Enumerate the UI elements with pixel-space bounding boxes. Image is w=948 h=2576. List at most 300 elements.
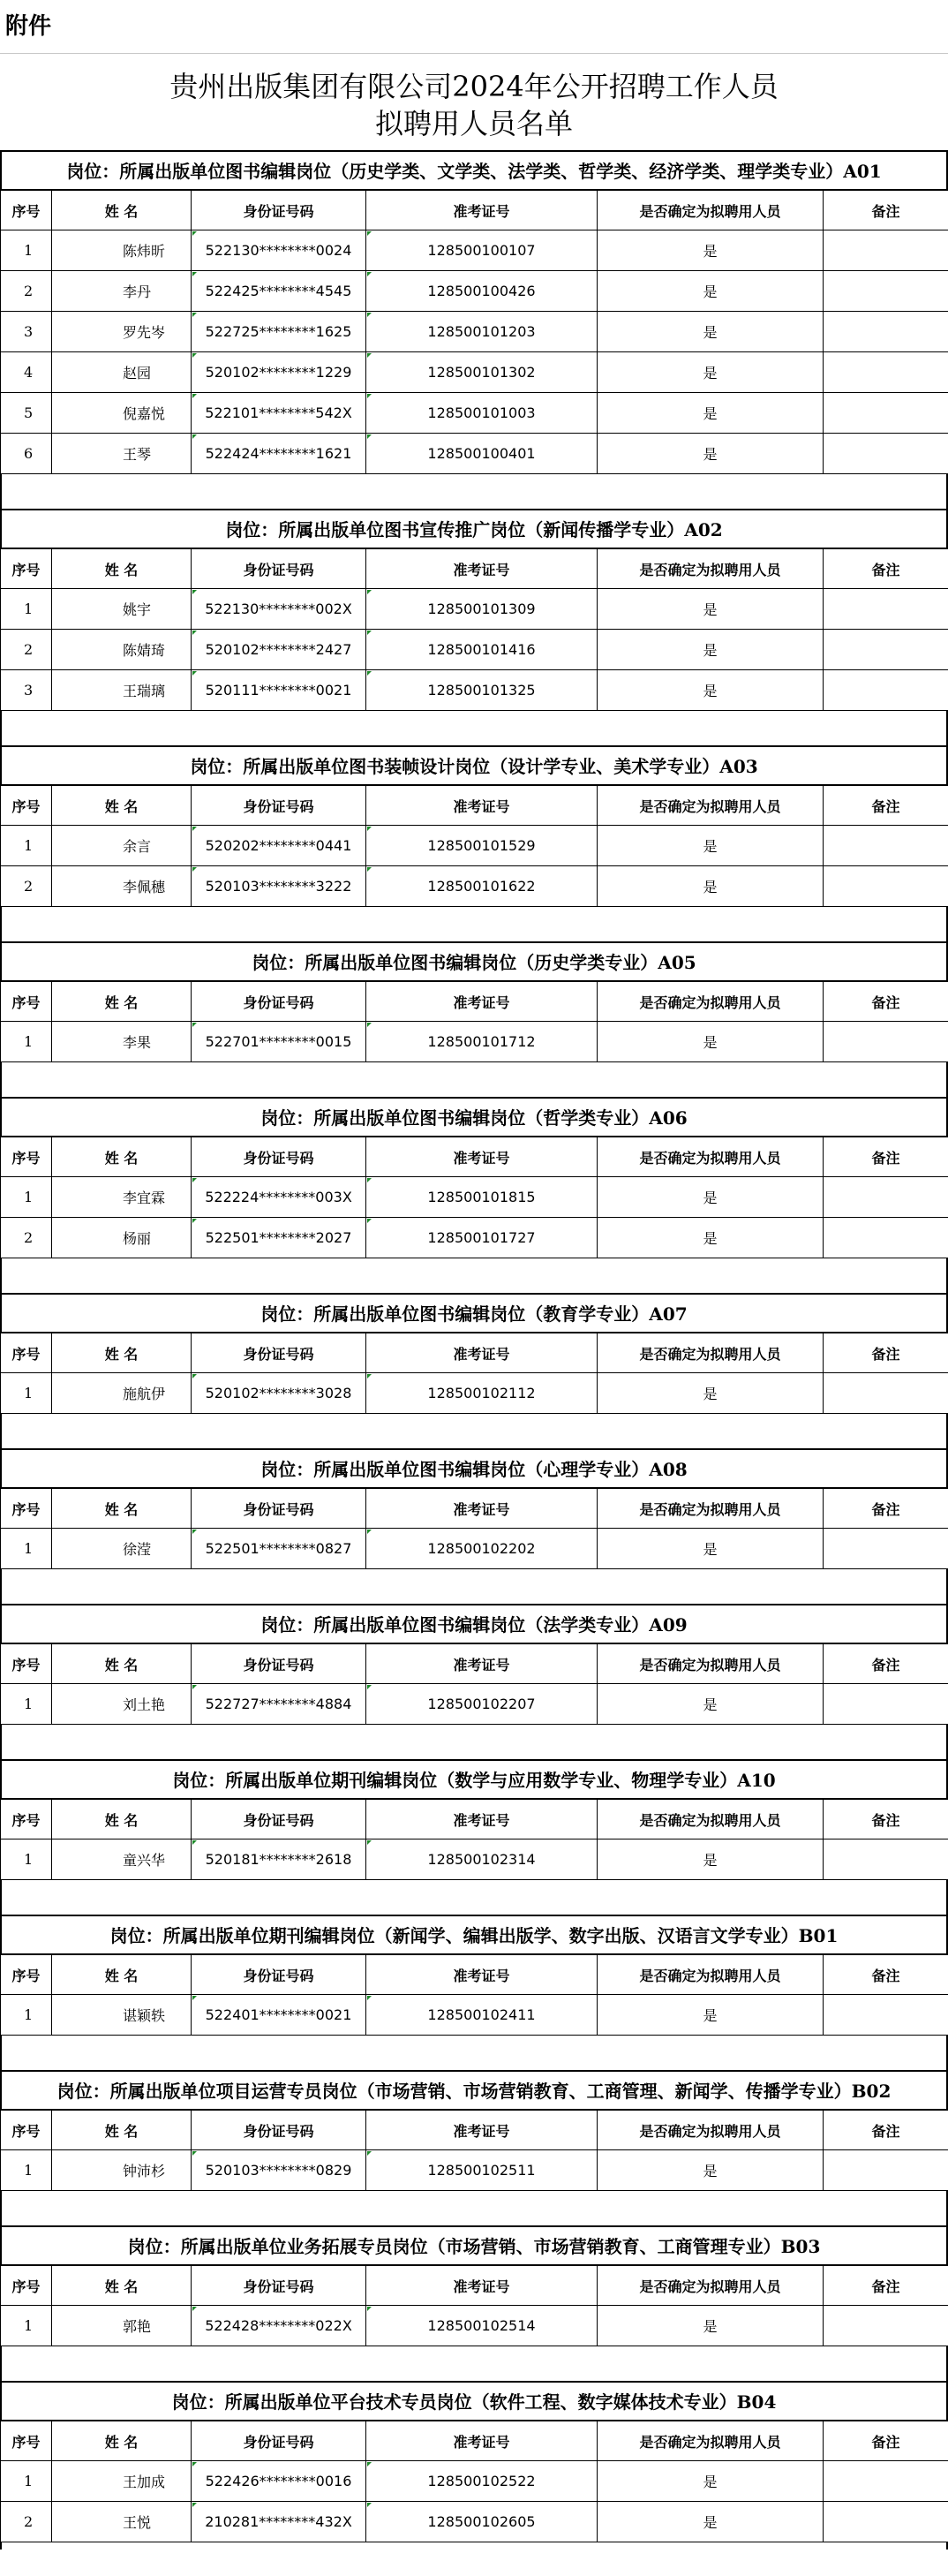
col-header-confirmed: 是否确定为拟聘用人员 <box>598 982 824 1022</box>
confirmed-cell: 是 <box>598 434 824 474</box>
confirmed-cell: 是 <box>598 1684 824 1725</box>
col-header-confirmed: 是否确定为拟聘用人员 <box>598 1955 824 1995</box>
candidate-table <box>0 1488 948 1569</box>
table-row <box>1 1218 948 1258</box>
col-header-seq: 序号 <box>1 1333 52 1373</box>
candidate-table <box>0 1137 948 1258</box>
col-header-confirmed: 是否确定为拟聘用人员 <box>598 2266 824 2306</box>
seq-cell: 2 <box>1 271 52 312</box>
remark-cell <box>824 2150 948 2191</box>
exam-number-cell: 128500102207 <box>366 1684 598 1725</box>
remark-cell <box>824 393 948 434</box>
exam-number-cell: 128500101325 <box>366 670 598 711</box>
confirmed-cell: 是 <box>598 2502 824 2542</box>
col-header-seq: 序号 <box>1 1644 52 1684</box>
exam-number-cell: 128500101416 <box>366 630 598 670</box>
header-row <box>1 2421 948 2461</box>
position-section <box>0 2070 948 2225</box>
confirmed-cell: 是 <box>598 2461 824 2502</box>
remark-cell <box>824 2306 948 2346</box>
exam-number-cell: 128500101712 <box>366 1022 598 1062</box>
header-row <box>1 1489 948 1529</box>
id-number-cell: 520181********2618 <box>192 1839 366 1880</box>
id-number-cell: 522425********4545 <box>192 271 366 312</box>
name-cell: 姚宇 <box>52 589 192 630</box>
col-header-confirmed: 是否确定为拟聘用人员 <box>598 191 824 230</box>
seq-cell: 1 <box>1 1022 52 1062</box>
col-header-exam: 准考证号 <box>366 1644 598 1684</box>
seq-cell: 1 <box>1 2461 52 2502</box>
exam-number-cell: 128500102112 <box>366 1373 598 1414</box>
remark-cell <box>824 2502 948 2542</box>
table-row <box>1 2306 948 2346</box>
exam-number-cell: 128500100426 <box>366 271 598 312</box>
remark-cell <box>824 826 948 866</box>
id-number-cell: 522426********0016 <box>192 2461 366 2502</box>
col-header-remark: 备注 <box>824 2266 948 2306</box>
hiring-list <box>0 150 948 2550</box>
col-header-id: 身份证号码 <box>192 1955 366 1995</box>
exam-number-cell: 128500102605 <box>366 2502 598 2542</box>
col-header-confirmed: 是否确定为拟聘用人员 <box>598 1644 824 1684</box>
id-number-cell: 522101********542X <box>192 393 366 434</box>
seq-cell: 2 <box>1 2502 52 2542</box>
table-row <box>1 352 948 393</box>
col-header-id: 身份证号码 <box>192 191 366 230</box>
col-header-exam: 准考证号 <box>366 549 598 589</box>
col-header-id: 身份证号码 <box>192 549 366 589</box>
id-number-cell: 520103********0829 <box>192 2150 366 2191</box>
section-gap <box>0 474 948 509</box>
col-header-seq: 序号 <box>1 1489 52 1529</box>
header-row <box>1 1800 948 1839</box>
exam-number-cell: 128500100107 <box>366 230 598 271</box>
col-header-seq: 序号 <box>1 2111 52 2150</box>
table-row <box>1 271 948 312</box>
table-row <box>1 630 948 670</box>
exam-number-cell: 128500101727 <box>366 1218 598 1258</box>
position-section <box>0 2225 948 2381</box>
name-cell: 谌颖轶 <box>52 1995 192 2036</box>
seq-cell: 6 <box>1 434 52 474</box>
name-cell: 王加成 <box>52 2461 192 2502</box>
id-number-cell: 522130********0024 <box>192 230 366 271</box>
col-header-id: 身份证号码 <box>192 982 366 1022</box>
header-row <box>1 1644 948 1684</box>
confirmed-cell: 是 <box>598 2150 824 2191</box>
seq-cell: 2 <box>1 630 52 670</box>
table-row <box>1 589 948 630</box>
position-section <box>0 1293 948 1448</box>
id-number-cell: 522224********003X <box>192 1177 366 1218</box>
seq-cell: 1 <box>1 1373 52 1414</box>
exam-number-cell: 128500101622 <box>366 866 598 907</box>
name-cell: 余言 <box>52 826 192 866</box>
position-title: 岗位：所属出版单位图书编辑岗位（历史学类、文学类、法学类、哲学类、经济学类、理学类专业）A01 <box>0 150 948 190</box>
confirmed-cell: 是 <box>598 2306 824 2346</box>
exam-number-cell: 128500101529 <box>366 826 598 866</box>
col-header-name: 姓 名 <box>52 1137 192 1177</box>
col-header-name: 姓 名 <box>52 1333 192 1373</box>
section-gap <box>0 2542 948 2550</box>
section-gap <box>0 2036 948 2070</box>
position-section <box>0 509 948 745</box>
col-header-exam: 准考证号 <box>366 1137 598 1177</box>
col-header-seq: 序号 <box>1 1955 52 1995</box>
seq-cell: 5 <box>1 393 52 434</box>
col-header-exam: 准考证号 <box>366 2266 598 2306</box>
confirmed-cell: 是 <box>598 589 824 630</box>
name-cell: 陈炜昕 <box>52 230 192 271</box>
col-header-remark: 备注 <box>824 1489 948 1529</box>
remark-cell <box>824 434 948 474</box>
col-header-exam: 准考证号 <box>366 1489 598 1529</box>
col-header-id: 身份证号码 <box>192 1644 366 1684</box>
confirmed-cell: 是 <box>598 1022 824 1062</box>
confirmed-cell: 是 <box>598 1995 824 2036</box>
table-row <box>1 866 948 907</box>
confirmed-cell: 是 <box>598 1373 824 1414</box>
document-title <box>0 53 948 151</box>
exam-number-cell: 128500102514 <box>366 2306 598 2346</box>
col-header-exam: 准考证号 <box>366 2421 598 2461</box>
id-number-cell: 520111********0021 <box>192 670 366 711</box>
header-row <box>1 1333 948 1373</box>
candidate-table <box>0 2421 948 2542</box>
col-header-name: 姓 名 <box>52 2421 192 2461</box>
col-header-id: 身份证号码 <box>192 1800 366 1839</box>
id-number-cell: 520103********3222 <box>192 866 366 907</box>
table-row <box>1 230 948 271</box>
exam-number-cell: 128500101815 <box>366 1177 598 1218</box>
section-gap <box>0 2346 948 2381</box>
col-header-remark: 备注 <box>824 1955 948 1995</box>
seq-cell: 1 <box>1 2150 52 2191</box>
name-cell: 李果 <box>52 1022 192 1062</box>
col-header-id: 身份证号码 <box>192 2111 366 2150</box>
candidate-table <box>0 1333 948 1414</box>
seq-cell: 1 <box>1 826 52 866</box>
confirmed-cell: 是 <box>598 312 824 352</box>
position-section <box>0 1448 948 1604</box>
header-row <box>1 1137 948 1177</box>
section-gap <box>0 1569 948 1604</box>
col-header-remark: 备注 <box>824 1644 948 1684</box>
name-cell: 王琴 <box>52 434 192 474</box>
table-row <box>1 2150 948 2191</box>
table-row <box>1 312 948 352</box>
seq-cell: 3 <box>1 670 52 711</box>
table-row <box>1 1995 948 2036</box>
position-section <box>0 1915 948 2070</box>
position-title: 岗位：所属出版单位图书编辑岗位（历史学类专业）A05 <box>0 941 948 981</box>
col-header-name: 姓 名 <box>52 786 192 826</box>
seq-cell: 1 <box>1 1529 52 1569</box>
name-cell: 罗先岑 <box>52 312 192 352</box>
seq-cell: 1 <box>1 589 52 630</box>
col-header-remark: 备注 <box>824 786 948 826</box>
exam-number-cell: 128500102202 <box>366 1529 598 1569</box>
col-header-seq: 序号 <box>1 982 52 1022</box>
confirmed-cell: 是 <box>598 1177 824 1218</box>
header-row <box>1 549 948 589</box>
exam-number-cell: 128500101302 <box>366 352 598 393</box>
position-title: 岗位：所属出版单位平台技术专员岗位（软件工程、数字媒体技术专业）B04 <box>0 2381 948 2421</box>
header-row <box>1 2266 948 2306</box>
position-title: 岗位：所属出版单位图书编辑岗位（心理学专业）A08 <box>0 1448 948 1488</box>
section-gap <box>0 1725 948 1759</box>
section-gap <box>0 2191 948 2225</box>
exam-number-cell: 128500102522 <box>366 2461 598 2502</box>
remark-cell <box>824 1022 948 1062</box>
header-row <box>1 2111 948 2150</box>
exam-number-cell: 128500101003 <box>366 393 598 434</box>
candidate-table <box>0 1643 948 1725</box>
confirmed-cell: 是 <box>598 230 824 271</box>
col-header-remark: 备注 <box>824 1333 948 1373</box>
name-cell: 童兴华 <box>52 1839 192 1880</box>
col-header-seq: 序号 <box>1 549 52 589</box>
position-title: 岗位：所属出版单位期刊编辑岗位（新闻学、编辑出版学、数字出版、汉语言文学专业）B01 <box>0 1915 948 1954</box>
col-header-id: 身份证号码 <box>192 1489 366 1529</box>
position-title: 岗位：所属出版单位图书编辑岗位（法学类专业）A09 <box>0 1604 948 1643</box>
col-header-exam: 准考证号 <box>366 191 598 230</box>
col-header-exam: 准考证号 <box>366 1333 598 1373</box>
position-section <box>0 941 948 1097</box>
seq-cell: 1 <box>1 1684 52 1725</box>
section-gap <box>0 1880 948 1915</box>
col-header-remark: 备注 <box>824 2421 948 2461</box>
col-header-seq: 序号 <box>1 786 52 826</box>
name-cell: 李佩穗 <box>52 866 192 907</box>
header-row <box>1 982 948 1022</box>
col-header-remark: 备注 <box>824 549 948 589</box>
col-header-exam: 准考证号 <box>366 982 598 1022</box>
name-cell: 陈婧琦 <box>52 630 192 670</box>
col-header-id: 身份证号码 <box>192 1333 366 1373</box>
exam-number-cell: 128500102411 <box>366 1995 598 2036</box>
id-number-cell: 210281********432X <box>192 2502 366 2542</box>
remark-cell <box>824 1684 948 1725</box>
exam-number-cell: 128500102314 <box>366 1839 598 1880</box>
confirmed-cell: 是 <box>598 826 824 866</box>
name-cell: 倪嘉悦 <box>52 393 192 434</box>
confirmed-cell: 是 <box>598 630 824 670</box>
id-number-cell: 522401********0021 <box>192 1995 366 2036</box>
candidate-table <box>0 2265 948 2346</box>
position-title: 岗位：所属出版单位图书宣传推广岗位（新闻传播学专业）A02 <box>0 509 948 548</box>
col-header-confirmed: 是否确定为拟聘用人员 <box>598 2111 824 2150</box>
exam-number-cell: 128500101203 <box>366 312 598 352</box>
name-cell: 郭艳 <box>52 2306 192 2346</box>
table-row <box>1 670 948 711</box>
col-header-name: 姓 名 <box>52 2266 192 2306</box>
confirmed-cell: 是 <box>598 1529 824 1569</box>
table-row <box>1 1684 948 1725</box>
col-header-name: 姓 名 <box>52 191 192 230</box>
id-number-cell: 522501********0827 <box>192 1529 366 1569</box>
header-row <box>1 191 948 230</box>
candidate-table <box>0 548 948 711</box>
col-header-id: 身份证号码 <box>192 1137 366 1177</box>
col-header-confirmed: 是否确定为拟聘用人员 <box>598 786 824 826</box>
candidate-table <box>0 785 948 907</box>
id-number-cell: 522424********1621 <box>192 434 366 474</box>
position-title: 岗位：所属出版单位期刊编辑岗位（数学与应用数学专业、物理学专业）A10 <box>0 1759 948 1799</box>
confirmed-cell: 是 <box>598 393 824 434</box>
remark-cell <box>824 1529 948 1569</box>
id-number-cell: 522701********0015 <box>192 1022 366 1062</box>
confirmed-cell: 是 <box>598 271 824 312</box>
table-row <box>1 2502 948 2542</box>
position-section <box>0 2381 948 2550</box>
col-header-name: 姓 名 <box>52 2111 192 2150</box>
col-header-seq: 序号 <box>1 1137 52 1177</box>
col-header-remark: 备注 <box>824 982 948 1022</box>
name-cell: 李宜霖 <box>52 1177 192 1218</box>
col-header-remark: 备注 <box>824 2111 948 2150</box>
position-title: 岗位：所属出版单位项目运营专员岗位（市场营销、市场营销教育、工商管理、新闻学、传播学专业）B02 <box>0 2070 948 2110</box>
name-cell: 赵园 <box>52 352 192 393</box>
seq-cell: 3 <box>1 312 52 352</box>
confirmed-cell: 是 <box>598 670 824 711</box>
id-number-cell: 520102********2427 <box>192 630 366 670</box>
title-line-1: 贵州出版集团有限公司2024年公开招聘工作人员 <box>169 70 779 103</box>
name-cell: 李丹 <box>52 271 192 312</box>
position-title: 岗位：所属出版单位图书编辑岗位（教育学专业）A07 <box>0 1293 948 1333</box>
col-header-name: 姓 名 <box>52 1489 192 1529</box>
candidate-table <box>0 981 948 1062</box>
remark-cell <box>824 1839 948 1880</box>
name-cell: 王悦 <box>52 2502 192 2542</box>
id-number-cell: 522130********002X <box>192 589 366 630</box>
name-cell: 王瑞璃 <box>52 670 192 711</box>
candidate-table <box>0 190 948 474</box>
table-row <box>1 1177 948 1218</box>
candidate-table <box>0 2110 948 2191</box>
col-header-seq: 序号 <box>1 2266 52 2306</box>
attachment-label: 附件 <box>5 13 52 40</box>
candidate-table <box>0 1799 948 1880</box>
col-header-name: 姓 名 <box>52 982 192 1022</box>
seq-cell: 1 <box>1 230 52 271</box>
section-gap <box>0 907 948 941</box>
table-row <box>1 1839 948 1880</box>
remark-cell <box>824 1218 948 1258</box>
col-header-name: 姓 名 <box>52 549 192 589</box>
remark-cell <box>824 670 948 711</box>
remark-cell <box>824 312 948 352</box>
col-header-id: 身份证号码 <box>192 2266 366 2306</box>
position-section <box>0 1759 948 1915</box>
col-header-confirmed: 是否确定为拟聘用人员 <box>598 1137 824 1177</box>
col-header-remark: 备注 <box>824 1800 948 1839</box>
col-header-exam: 准考证号 <box>366 2111 598 2150</box>
name-cell: 钟沛杉 <box>52 2150 192 2191</box>
id-number-cell: 522428********022X <box>192 2306 366 2346</box>
col-header-seq: 序号 <box>1 1800 52 1839</box>
col-header-exam: 准考证号 <box>366 1800 598 1839</box>
candidate-table <box>0 1954 948 2036</box>
seq-cell: 1 <box>1 2306 52 2346</box>
header-row <box>1 786 948 826</box>
remark-cell <box>824 630 948 670</box>
position-title: 岗位：所属出版单位图书装帧设计岗位（设计学专业、美术学专业）A03 <box>0 745 948 785</box>
table-row <box>1 826 948 866</box>
col-header-confirmed: 是否确定为拟聘用人员 <box>598 2421 824 2461</box>
confirmed-cell: 是 <box>598 866 824 907</box>
table-row <box>1 1529 948 1569</box>
seq-cell: 1 <box>1 1177 52 1218</box>
remark-cell <box>824 866 948 907</box>
section-gap <box>0 1062 948 1097</box>
col-header-seq: 序号 <box>1 191 52 230</box>
col-header-confirmed: 是否确定为拟聘用人员 <box>598 1333 824 1373</box>
name-cell: 施航伊 <box>52 1373 192 1414</box>
col-header-seq: 序号 <box>1 2421 52 2461</box>
exam-number-cell: 128500102511 <box>366 2150 598 2191</box>
remark-cell <box>824 1373 948 1414</box>
header-row <box>1 1955 948 1995</box>
position-section <box>0 745 948 941</box>
col-header-remark: 备注 <box>824 191 948 230</box>
id-number-cell: 522725********1625 <box>192 312 366 352</box>
name-cell: 刘土艳 <box>52 1684 192 1725</box>
remark-cell <box>824 230 948 271</box>
confirmed-cell: 是 <box>598 1839 824 1880</box>
section-gap <box>0 1258 948 1293</box>
col-header-exam: 准考证号 <box>366 1955 598 1995</box>
remark-cell <box>824 352 948 393</box>
seq-cell: 1 <box>1 1995 52 2036</box>
id-number-cell: 520102********1229 <box>192 352 366 393</box>
remark-cell <box>824 2461 948 2502</box>
table-row <box>1 393 948 434</box>
position-section <box>0 1097 948 1293</box>
col-header-name: 姓 名 <box>52 1955 192 1995</box>
seq-cell: 4 <box>1 352 52 393</box>
name-cell: 徐滢 <box>52 1529 192 1569</box>
id-number-cell: 522501********2027 <box>192 1218 366 1258</box>
id-number-cell: 520102********3028 <box>192 1373 366 1414</box>
col-header-remark: 备注 <box>824 1137 948 1177</box>
position-section <box>0 150 948 509</box>
seq-cell: 1 <box>1 1839 52 1880</box>
col-header-exam: 准考证号 <box>366 786 598 826</box>
col-header-id: 身份证号码 <box>192 2421 366 2461</box>
confirmed-cell: 是 <box>598 1218 824 1258</box>
col-header-name: 姓 名 <box>52 1644 192 1684</box>
position-section <box>0 1604 948 1759</box>
col-header-confirmed: 是否确定为拟聘用人员 <box>598 1489 824 1529</box>
col-header-confirmed: 是否确定为拟聘用人员 <box>598 1800 824 1839</box>
id-number-cell: 520202********0441 <box>192 826 366 866</box>
position-title: 岗位：所属出版单位业务拓展专员岗位（市场营销、市场营销教育、工商管理专业）B03 <box>0 2225 948 2265</box>
table-row <box>1 2461 948 2502</box>
confirmed-cell: 是 <box>598 352 824 393</box>
title-line-2: 拟聘用人员名单 <box>374 107 573 140</box>
id-number-cell: 522727********4884 <box>192 1684 366 1725</box>
name-cell: 杨丽 <box>52 1218 192 1258</box>
remark-cell <box>824 1995 948 2036</box>
section-gap <box>0 1414 948 1448</box>
col-header-confirmed: 是否确定为拟聘用人员 <box>598 549 824 589</box>
col-header-id: 身份证号码 <box>192 786 366 826</box>
table-row <box>1 434 948 474</box>
remark-cell <box>824 1177 948 1218</box>
table-row <box>1 1022 948 1062</box>
exam-number-cell: 128500100401 <box>366 434 598 474</box>
